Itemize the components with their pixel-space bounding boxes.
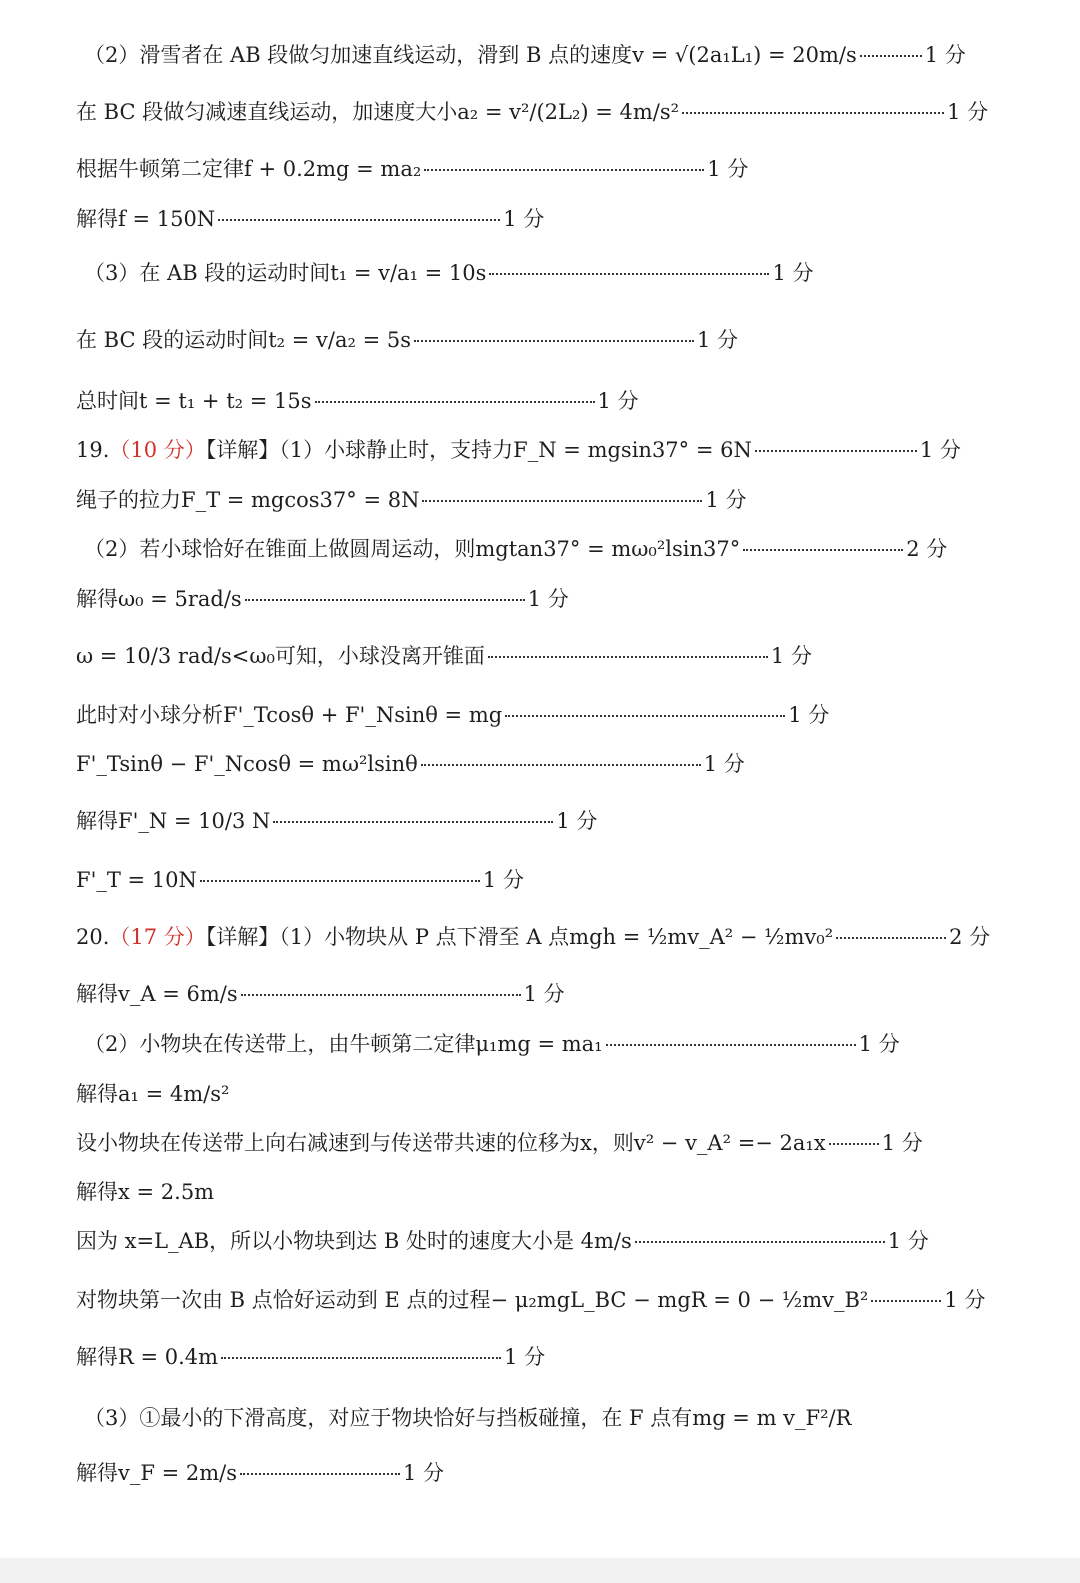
line-score: 1 分 (919, 438, 961, 462)
question-marks: （10 分） (109, 438, 206, 462)
leader-dots (218, 219, 500, 221)
answer-line (76, 1079, 229, 1109)
line-text: F'_T = 10N (76, 868, 197, 892)
leader-dots (606, 1044, 856, 1046)
line-score: 2 分 (906, 537, 948, 561)
line-score: 2 分 (949, 925, 991, 949)
line-text: 解得R = 0.4m (76, 1345, 219, 1369)
line-text: 解得x = 2.5m (76, 1180, 215, 1204)
line-text: 解得v_F = 2m/s (76, 1461, 238, 1485)
line-score: 1 分 (697, 328, 739, 352)
answer-line (84, 1029, 900, 1059)
line-text: 总时间t = t₁ + t₂ = 15s (76, 389, 312, 413)
leader-dots (743, 549, 903, 551)
answer-line (76, 204, 544, 234)
answer-line (76, 154, 748, 184)
line-text: 解得ω₀ = 5rad/s (76, 587, 242, 611)
question-number: 20. (76, 925, 110, 949)
leader-dots (829, 1143, 879, 1145)
question-19-header (76, 435, 961, 465)
line-score: 1 分 (503, 207, 545, 231)
line-text: （3）①最小的下滑高度，对应于物块恰好与挡板碰撞，在 F 点有mg = m v_F²/R (84, 1406, 852, 1430)
line-score: 1 分 (523, 982, 565, 1006)
line-text: 在 BC 段做匀减速直线运动，加速度大小a₂ = v²/(2L₂) = 4m/s² (76, 100, 680, 124)
line-score: 1 分 (504, 1345, 546, 1369)
answer-line (76, 865, 524, 895)
answer-line (76, 1285, 985, 1315)
bottom-bar (0, 1558, 1080, 1583)
leader-dots (273, 821, 553, 823)
line-text: 绳子的拉力F_T = mgcos37° = 8N (76, 488, 420, 512)
leader-dots (414, 340, 694, 342)
answer-line (76, 700, 829, 730)
line-text: （2）滑雪者在 AB 段做匀加速直线运动，滑到 B 点的速度v = √(2a₁L₁) = 20m/s (84, 43, 857, 67)
leader-dots (836, 937, 946, 939)
line-text: 解得a₁ = 4m/s² (76, 1082, 230, 1106)
answer-line (84, 258, 813, 288)
line-score: 1 分 (703, 752, 745, 776)
answer-line (76, 979, 565, 1009)
answer-line (84, 40, 966, 70)
answer-line (76, 485, 747, 515)
answer-line (76, 1226, 929, 1256)
answer-line (76, 806, 597, 836)
line-text: ω = 10/3 rad/s<ω₀可知，小球没离开锥面 (76, 644, 485, 668)
leader-dots (505, 715, 785, 717)
leader-dots (682, 112, 944, 114)
line-score: 1 分 (788, 703, 830, 727)
line-text: 解得v_A = 6m/s (76, 982, 238, 1006)
answer-line (76, 325, 738, 355)
line-score: 1 分 (858, 1032, 900, 1056)
line-score: 1 分 (705, 488, 747, 512)
line-score: 1 分 (527, 587, 569, 611)
line-score: 1 分 (597, 389, 639, 413)
leader-dots (221, 1357, 501, 1359)
leader-dots (871, 1300, 941, 1302)
leader-dots (421, 764, 701, 766)
leader-dots (200, 880, 480, 882)
leader-dots (245, 599, 525, 601)
answer-line (76, 1128, 923, 1158)
line-text: 【详解】（1）小物块从 P 点下滑至 A 点mgh = ½mv_A² − ½mv₀² (205, 925, 834, 949)
answer-line (76, 1458, 444, 1488)
line-score: 1 分 (556, 809, 598, 833)
line-text: 因为 x=L_AB，所以小物块到达 B 处时的速度大小是 4m/s (76, 1229, 632, 1253)
leader-dots (489, 273, 769, 275)
line-text: 设小物块在传送带上向右减速到与传送带共速的位移为x，则v² − v_A² =− 2a₁x (76, 1131, 826, 1155)
leader-dots (635, 1241, 885, 1243)
leader-dots (240, 1473, 400, 1475)
answer-line (76, 386, 639, 416)
line-text: 此时对小球分析F'_Tcosθ + F'_Nsinθ = mg (76, 703, 503, 727)
answer-line (76, 749, 745, 779)
line-text: （2）小物块在传送带上，由牛顿第二定律μ₁mg = ma₁ (84, 1032, 603, 1056)
answer-line (76, 1177, 214, 1207)
line-score: 1 分 (947, 100, 989, 124)
line-text: （2）若小球恰好在锥面上做圆周运动，则mgtan37° = mω₀²lsin37° (84, 537, 741, 561)
answer-line (76, 641, 812, 671)
line-score: 1 分 (482, 868, 524, 892)
answer-line (76, 97, 988, 127)
leader-dots (755, 450, 917, 452)
line-text: 在 BC 段的运动时间t₂ = v/a₂ = 5s (76, 328, 412, 352)
line-score: 1 分 (887, 1229, 929, 1253)
leader-dots (422, 500, 702, 502)
line-score: 1 分 (924, 43, 966, 67)
leader-dots (315, 401, 595, 403)
line-text: 对物块第一次由 B 点恰好运动到 E 点的过程− μ₂mgL_BC − mgR = 0 − ½mv_B² (76, 1288, 869, 1312)
line-score: 1 分 (770, 644, 812, 668)
line-text: 解得f = 150N (76, 207, 216, 231)
answer-line (76, 584, 569, 614)
answer-line (84, 534, 947, 564)
line-score: 1 分 (944, 1288, 986, 1312)
line-score: 1 分 (707, 157, 749, 181)
leader-dots (860, 55, 922, 57)
question-marks: （17 分） (109, 925, 206, 949)
line-text: （3）在 AB 段的运动时间t₁ = v/a₁ = 10s (84, 261, 487, 285)
answer-line (84, 1403, 851, 1433)
question-number: 19. (76, 438, 110, 462)
line-score: 1 分 (881, 1131, 923, 1155)
line-text: 根据牛顿第二定律f + 0.2mg = ma₂ (76, 157, 422, 181)
line-text: 解得F'_N = 10/3 N (76, 809, 271, 833)
leader-dots (488, 656, 768, 658)
question-20-header (76, 922, 990, 952)
line-text: F'_Tsinθ − F'_Ncosθ = mω²lsinθ (76, 752, 418, 776)
line-score: 1 分 (403, 1461, 445, 1485)
line-score: 1 分 (772, 261, 814, 285)
leader-dots (424, 169, 704, 171)
line-text: 【详解】（1）小球静止时，支持力F_N = mgsin37° = 6N (205, 438, 752, 462)
leader-dots (241, 994, 521, 996)
answer-line (76, 1342, 545, 1372)
